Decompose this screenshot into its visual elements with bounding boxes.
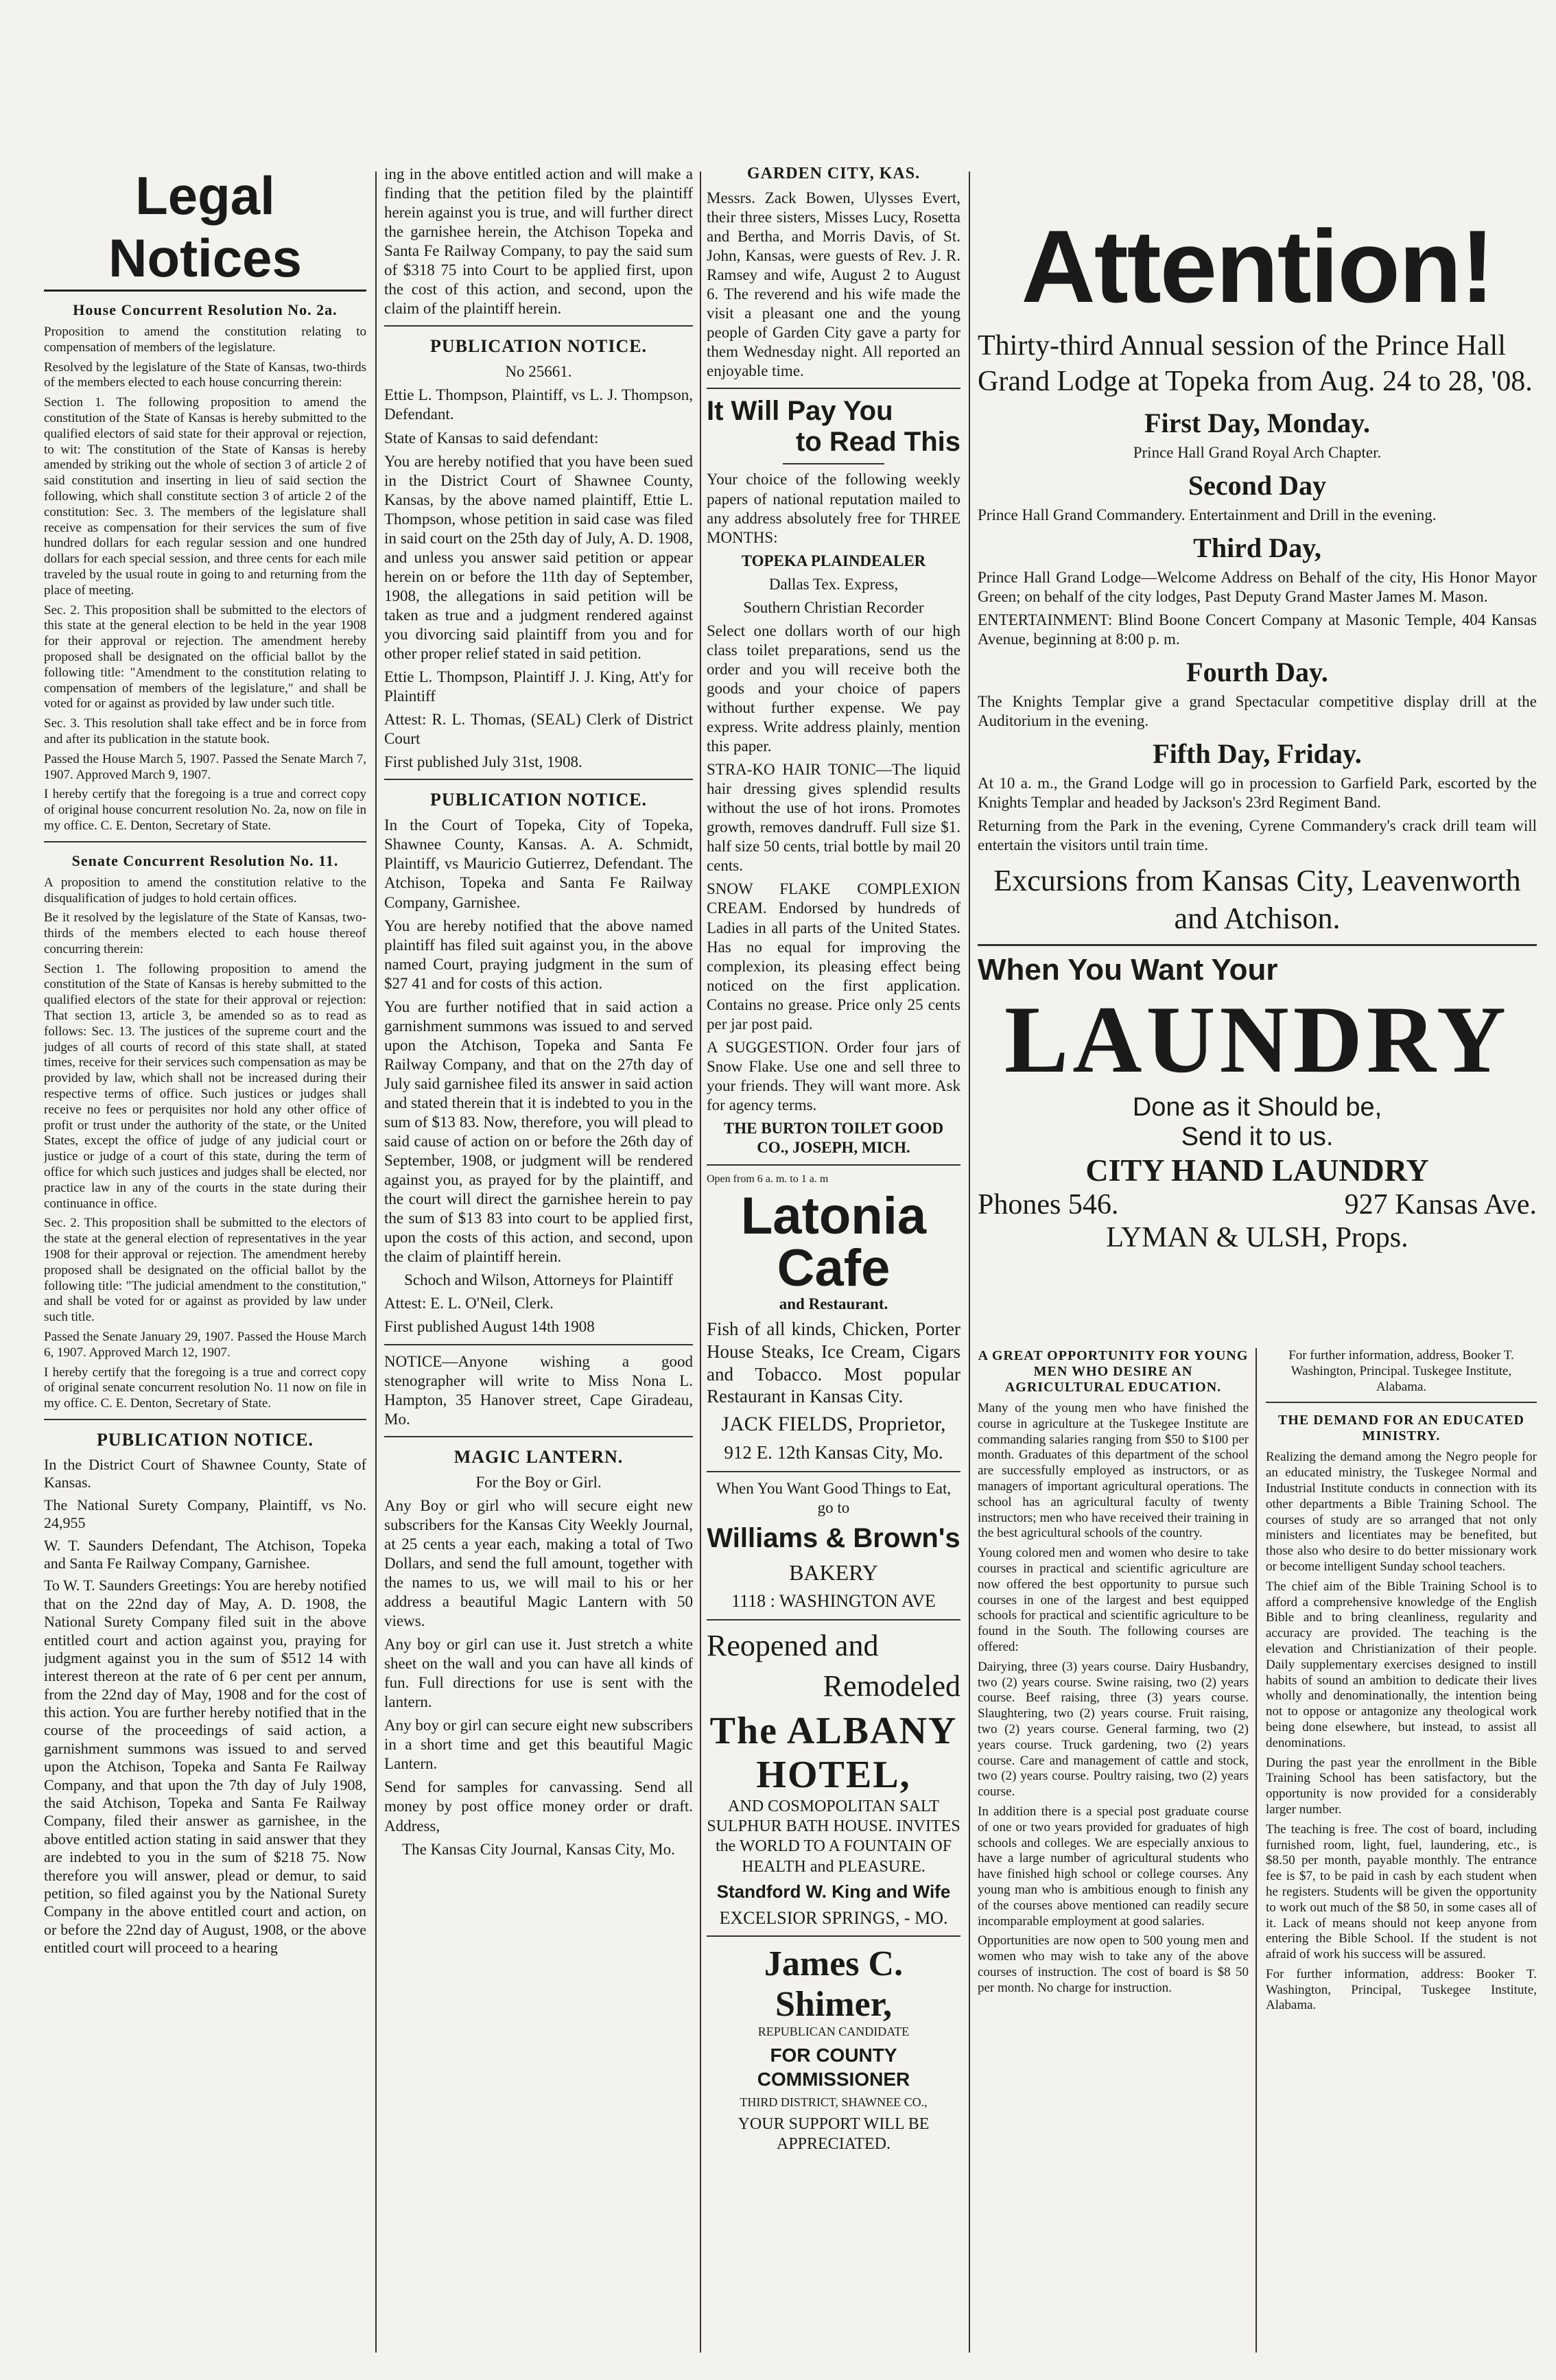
excelsior-springs: EXCELSIOR SPRINGS, - MO. [719,1907,948,1928]
bakery-label: BAKERY [789,1559,878,1585]
laundry-intro: When You Want Your [978,953,1278,987]
ministry-text: The chief aim of the Bible Training School is to afford a comprehensive knowledge of the English Bible and to bring cleanliness, regularity and accuracy are provided. The teaching is the elevation and Christianization of their people. Daily supplementary exercises designed to instill habits of sound an ambition to dedicate their lives wholly and denominationally, the intention being not to oppose or antagonize any theological work being done elsewhere, but instead, to assist all denominations. [1266,1579,1537,1750]
notice-text: Ettie L. Thompson, Plaintiff, vs L. J. Thompson, Defendant. [384,386,693,423]
notice-text: Resolved by the legislature of the State of Kansas, two-thirds of the members elected to each house concurring therein: [44,360,366,390]
notice-attest: Attest: R. L. Thomas, (SEAL) Clerk of District Court [384,711,693,748]
laundry-name: CITY HAND LAUNDRY [1085,1153,1429,1188]
opportunity-text: Dairying, three (3) years course. Dairy Husbandry, two (2) years course. Swine raising, two (2) years course. Beef raising, three (3) years course. Slaughtering, two (2) years course. Fruit raising, two (2) years course. General farming, two (2) years course. Truck gardening, two (2) years course. Care and management of cattle and stock, two (2) years course. Poultry raising, two (2) years course. [978,1659,1249,1800]
ads-column-3 [707,165,960,2353]
divider [707,388,960,389]
reopened-label: Reopened and [707,1628,879,1662]
notice-text: To W. T. Saunders Greetings: You are hereby notified that on the 22nd day of May, A. D. 1908, the National Surety Company filed suit in the above entitled court and action against you, praying for judgment against you in the sum of $512 14 with interest thereon at the rate of 6 per cent per annum, from the 22nd day of May, 1908 and for the cost of this action. You are further hereby notified that in the course of the proceedings of said action, a garnishment summons was issued to and served upon the Atchison, Topeka and Santa Fe Railway Company, and that upon the 7th day of July 1908, the said Atchison, Topeka and Santa Fe Railway Company, filed their answer as garnishee, in the above entitled action stating in said answer that they are indebted to you in the sum of $218 75. Now therefore you will answer, plead or demur, to said petition, so filed against you by the National Surety Company in the above entitled court and action, on or before the 22nd day of August, 1908, or the above entitled court will proceed to a hearing [44,1577,366,1957]
stenographer-notice: NOTICE—Anyone wishing a good stenographer will write to Miss Nona L. Hampton, 35 Hanover street, Cape Giradeau, Mo. [384,1352,693,1428]
notice-text: W. T. Saunders Defendant, The Atchison, Topeka and Santa Fe Railway Company, Garnishee. [44,1536,366,1572]
notice-text: Sec. 3. This resolution shall take effect and be in force from and after its publication in the statute book. [44,716,366,746]
magic-lantern-text: Any Boy or girl who will secure eight new subscribers for the Kansas City Weekly Journal, at 25 cents a year each, making a total of Two Dollars, and send the full amount, together with the names to us, we will mail to his or her address a beautiful Magic Lantern with 50 views. [384,1496,693,1630]
latonia-text: Fish of all kinds, Chicken, Porter House Steaks, Ice Cream, Cigars and Tobacco. Most popular Restaurant in Kansas City. [707,1318,960,1407]
column-rule [375,172,377,2353]
notice-title: PUBLICATION NOTICE. [429,790,648,810]
notices-column-2 [384,165,693,2353]
stra-ko-text: STRA-KO HAIR TONIC—The liquid hair dressing gives splendid results without the use of hot irons. Promotes growth, removes dandruff. Full size $1. half size 50 cents, trial bottle by mail 20 cents. [707,761,960,875]
remodeled-label: Remodeled [823,1669,960,1704]
notice-text: Section 1. The following proposition to amend the constitution of the State of Kansas is hereby submitted to the qualified electors of the state for their approval or rejection: That section 13, article 3, be amended so as to read as follows: Sec. 13. The justices of the supreme court and the judges of all courts of record of this state shall, at stated times, receive for their services such compensation as may be provided by law, which shall not be increased during their respective terms of office. Such justices or judges shall receive no fees or perquisites nor hold any other office of profit or trust under the authority of the state, or the United States, except the office of judge of any judicial court or justice or judge of a court of this state, during the term of office for which such justices and judges shall be elected, nor practice law in any of the courts in the state during their continuance in office. [44,961,366,1211]
cafe-hours: Open from 6 a. m. to 1 a. m [707,1173,829,1186]
divider [783,463,884,464]
divider [1266,1402,1537,1403]
notice-text: Sec. 2. This proposition shall be submitted to the electors of this state at the general election to be held in the year 1908 for their approval or rejection. The amendment hereby proposed shall be designated on the official ballot by the following title: "Amendment to the constitution relating to compensation of members of the legislature," and shall be voted for or against as provided by law under such title. [44,602,366,711]
tuskegee-opportunity-column [978,1348,1249,2353]
notice-text: You are hereby notified that the above named plaintiff has filed suit against you, in the above named Court, praying judgment in the sum of $27 41 and for costs of this action. [384,917,693,992]
notice-text: In the Court of Topeka, City of Topeka, Shawnee County, Kansas. A. A. Schmidt, Plaintiff, vs Mauricio Gutierrez, Defendant. The Atchison, Topeka and Santa Fe Railway Company, Garnishee. [384,816,693,911]
day-text: ENTERTAINMENT: Blind Boone Concert Company at Masonic Temple, 404 Kansas Avenue, beginning at 8:00 p. m. [978,611,1537,648]
day-heading: Second Day [1188,469,1327,501]
shimer-district: THIRD DISTRICT, SHAWNEE CO., [740,2095,928,2109]
notice-title: PUBLICATION NOTICE. [429,336,648,357]
tuskegee-address: For further information, address, Booker T. Washington, Principal. Tuskegee Institute, Alabama. [1288,1348,1514,1394]
notice-text: ing in the above entitled action and will make a finding that the petition filed by the plaintiff herein against you is true, and will further direct the garnishee herein, the Atchison Topeka and Santa Fe Railway Company, to pay the said sum of $318 75 into Court to be applied first, upon the cost of this action, and second, upon the claim of the plaintiff herein. [384,165,693,318]
notice-text: Be it resolved by the legislature of the State of Kansas, two-thirds of the members elected to each house thereof concurring therein: [44,910,366,956]
burton-company: THE BURTON TOILET GOOD CO., JOSEPH, MICH. [723,1119,944,1157]
notice-text: I hereby certify that the foregoing is a true and correct copy of original senate concurrent resolution No. 11 now on file in my office. C. E. Denton, Secretary of State. [44,1365,366,1411]
divider [707,1471,960,1472]
ministry-text: During the past year the enrollment in the Bible Training School has been satisfactory, but the opportunity is now provided for a considerably larger number. [1266,1755,1537,1817]
notice-text: Passed the Senate January 29, 1907. Passed the House March 6, 1907. Approved March 12, 1907. [44,1330,366,1360]
laundry-send: Send it to us. [1181,1122,1334,1152]
ministry-text: Realizing the demand among the Negro people for an educated ministry, the Tuskegee Normal and Industrial Institute conducts in connection with its other departments a Bible Training School. The courses of study are so arranged that not only ministers and licentiates may be benefited, but those also who desire to do better missionary work or become intelligent Sunday school teachers. [1266,1450,1537,1574]
laundry-contact-row [978,1188,1537,1221]
notice-published: First published August 14th 1908 [384,1318,595,1336]
notice-text: I hereby certify that the foregoing is a true and correct copy of original house concurrent resolution No. 2a, now on file in my office. C. E. Denton, Secretary of State. [44,787,366,833]
tuskegee-ministry-column [1266,1348,1537,2353]
notice-text: A proposition to amend the constitution relative to the disqualification of judges to hold certain offices. [44,875,366,906]
divider [384,1344,693,1345]
notice-text: You are further notified that in said action a garnishment summons was issued to and served upon the Atchison, Topeka and Santa Fe Railway Company, and that on the 27th day of July said garnishee filed its answer in said action and stated therein that it is indebted to you in the sum of $13 83. Now, therefore, you will plead to said cause of action on or before the 26th day of September, 1908, or judgment will be rendered against you, as prayed for by the plaintiff, and the court will direct the garnishee herein to pay the sum of $13 83 into court to be applied first, upon the costs of this action, and second, upon the claim of plaintiff herein. [384,998,693,1266]
paper-name: Dallas Tex. Express, [768,575,899,593]
albany-text: AND COSMOPOLITAN SALT SULPHUR BATH HOUSE. INVITES the WORLD TO A FOUNTAIN OF HEALTH and PLEASURE. [707,1797,960,1876]
bakery-intro: When You Want Good Things to Eat, go to [716,1479,952,1516]
paper-name: TOPEKA PLAINDEALER [741,552,926,569]
pay-you-title-2: to Read This [795,427,960,458]
shimer-support: YOUR SUPPORT WILL BE APPRECIATED. [738,2114,930,2153]
latonia-cafe-title: Latonia Cafe [740,1186,927,1297]
pay-you-title: It Will Pay You [707,396,893,427]
notice-text: Proposition to amend the constitution relating to compensation of members of the legislature. [44,325,366,355]
column-rule [969,172,970,2353]
magic-lantern-text: Send for samples for canvassing. Send all money by post office money order or draft. Address, [384,1778,693,1835]
day-heading: First Day, Monday. [1144,407,1370,438]
opportunity-text: Opportunities are now open to 500 young men and women who may wish to take any of the above courses of instruction. The cost of board is $8 50 per month. No charge for instruction. [978,1933,1249,1995]
day-text: Returning from the Park in the evening, Cyrene Commandery's crack drill team will entertain the visitors until train time. [978,816,1537,854]
opportunity-text: Young colored men and women who desire to take courses in practical and scientific agriculture are now offered the best opportunity to pursue such courses in one of the largest and best equipped schools for practical and scientific agriculture to be found in the South. The following courses are offered: [978,1546,1249,1654]
shimer-party: REPUBLICAN CANDIDATE [757,2025,910,2039]
ministry-text: The teaching is free. The cost of board, including furnished room, light, fuel, laundering, etc., is $8.50 per month, payable monthly. The entrance fee is $7, to be paid in cash by each student when he registers. Students will be given the opportunity to work out much of the $8 50, in some cases all of it. Lack of means should not keep anyone from entering the Bible School. If the student is not afraid of work his success will be assured. [1266,1822,1537,1962]
day-text: At 10 a. m., the Grand Lodge will go in procession to Garfield Park, escorted by the Knights Templar and headed by Jackson's 23rd Regiment Band. [978,774,1537,811]
notice-title: Senate Concurrent Resolution No. 11. [71,851,339,869]
opportunity-text: Many of the young men who have finished the course in agriculture at the Tuskegee Institute are commanding salaries ranging from $50 to $100 per month. Graduates of this department of the school are successfully employed as instructors, or as managers of important agricultural operations. The school has an agricultural faculty of twenty instructors; men who have received their training in the best agricultural schools of the country. [978,1401,1249,1541]
notice-signature: Schoch and Wilson, Attorneys for Plaintiff [404,1271,673,1289]
notice-title: PUBLICATION NOTICE. [96,1430,314,1450]
garden-city-text: Messrs. Zack Bowen, Ulysses Evert, their three sisters, Misses Lucy, Rosetta and Bertha, and Morris Davis, of St. John, Kansas, were guests of Rev. J. R. Ramsey and wife, August 2 to August 6. The reverend and his wife made the visit a pleasant one and the young people of Garden City gave a party for them Wednesday night. All reported an enjoyable time. [707,189,960,380]
laundry-heading: LAUNDRY [1004,987,1511,1094]
pay-you-text: Select one dollars worth of our high class toilet preparations, send us the order and you will receive both the goods and your choice of papers without further expense. We pay express. Write address plainly, mention this paper. [707,622,960,755]
laundry-address: 927 Kansas Ave. [1344,1189,1537,1221]
day-heading: Fourth Day. [1186,656,1328,687]
day-heading: Fifth Day, Friday. [1153,738,1362,769]
legal-notices-column [44,165,366,2353]
column-rule [700,172,701,2353]
albany-hotel-title: The ALBANY HOTEL, [709,1709,958,1796]
divider [978,944,1537,946]
latonia-subtitle: and Restaurant. [779,1295,888,1312]
standford-king: Standford W. King and Wife [716,1881,951,1902]
suggestion-text: A SUGGESTION. Order four jars of Snow Flake. Use one and sell three to your friends. They will want more. Ask for agency terms. [707,1038,960,1114]
column-rule [1256,1348,1257,2353]
shimer-name: James C. Shimer, [764,1944,904,2025]
magic-lantern-text: Any boy or girl can use it. Just stretch a white sheet on the wall and you can have all kinds of fun. Full directions for use is sent with the lantern. [384,1636,693,1711]
bakery-address: 1118 : WASHINGTON AVE [731,1590,936,1611]
opportunity-text: In addition there is a special post graduate course of one or two years provided for graduates of high schools and colleges. We are especially anxious to have a large number of agricultural students who have finished high school or college courses. Any young man who is ambitious enough to finish any of the courses above mentioned can readily secure incomparable employment at good salaries. [978,1804,1249,1929]
snow-flake-text: SNOW FLAKE COMPLEXION CREAM. Endorsed by hundreds of Ladies in all parts of the United States. Has no equal for improving the complexion, its pleasing effect being noticed on the first application. Contains no grease. Price only 25 cents per jar post paid. [707,880,960,1033]
williams-brown: Williams & Brown's [707,1523,960,1553]
excursions-text: Excursions from Kansas City, Leavenworth and Atchison. [993,864,1521,936]
notice-published: First published July 31st, 1908. [384,753,582,771]
divider [44,841,366,843]
paper-name: Southern Christian Recorder [743,598,924,616]
proprietor: JACK FIELDS, Proprietor, [721,1413,946,1436]
shimer-office: FOR COUNTY COMMISSIONER [757,2045,910,2090]
divider [707,1164,960,1166]
notice-text: State of Kansas to said defendant: [384,429,599,447]
notice-text: Section 1. The following proposition to amend the constitution of the State of Kansas is hereby submitted to the qualified electors of said state for their approval or rejection, to wit: The constitution of the State of Kansas is hereby amended by striking out the whole of section 3 of article 2 of said constitution and inserting in lieu of said section the following, which shall constitute section 3 of article 2 of the constitution: Sec. 3. The members of the legislature shall receive as compensation for their services the sum of five hundred dollars for each regular session and one hundred dollars for each special session, and three cents for each mile traveled by the usual route in going to and returning from the place of meeting. [44,395,366,598]
divider [44,1419,366,1420]
legal-notices-heading: Legal Notices [44,165,366,292]
day-heading: Third Day, [1193,532,1321,563]
notice-attest: Attest: E. L. O'Neil, Clerk. [384,1295,554,1312]
day-text: Prince Hall Grand Commandery. Entertainment and Drill in the evening. [978,506,1437,523]
notice-text: In the District Court of Shawnee County, State of Kansas. [44,1456,366,1492]
magic-lantern-address: The Kansas City Journal, Kansas City, Mo. [402,1840,675,1858]
day-text: The Knights Templar give a grand Spectacular competitive display drill at the Auditorium in the evening. [978,692,1537,729]
magic-lantern-subtitle: For the Boy or Girl. [475,1473,602,1491]
divider [384,325,693,327]
ministry-text: For further information, address: Booker T. Washington, Principal, Tuskegee Institute, Alabama. [1266,1966,1537,2013]
laundry-tagline: Done as it Should be, [1132,1093,1382,1122]
laundry-phone: Phones 546. [978,1189,1119,1221]
day-text: Prince Hall Grand Royal Arch Chapter. [1133,443,1382,461]
divider [707,1935,960,1937]
notice-text: Sec. 2. This proposition shall be submitted to the electors of the state at the general election of representatives in the year 1908 for their approval or rejection. The amendment hereby proposed shall be designated on the official ballot by the following title: "The judicial amendment to the constitution," and shall be voted for or against as provided by law under such title. [44,1216,366,1325]
pay-you-text: Your choice of the following weekly papers of national reputation mailed to any address absolutely free for THREE MONTHS: [707,471,960,546]
notice-signature: Ettie L. Thompson, Plaintiff J. J. King, Att'y for Plaintiff [384,668,693,705]
laundry-props: LYMAN & ULSH, Props. [1106,1222,1408,1254]
session-text: Thirty-third Annual session of the Prince Hall Grand Lodge at Topeka from Aug. 24 to 28, '08. [978,329,1533,397]
magic-lantern-title: MAGIC LANTERN. [453,1446,624,1467]
opportunity-title: A GREAT OPPORTUNITY FOR YOUNG MEN WHO DESIRE AN AGRICULTURAL EDUCATION. [978,1348,1249,1395]
attention-column [978,165,1537,1345]
garden-city-title: GARDEN CITY, KAS. [746,165,921,182]
magic-lantern-text: Any boy or girl can secure eight new subscribers in a short time and get this beautiful Magic Lantern. [384,1717,693,1773]
proprietor-address: 912 E. 12th Kansas City, Mo. [724,1441,943,1463]
day-text: Prince Hall Grand Lodge—Welcome Address on Behalf of the city, His Honor Mayor Green; on behalf of the city lodges, Past Deputy Grand Master James M. Mason. [978,568,1537,605]
notice-title: House Concurrent Resolution No. 2a. [73,301,338,318]
notice-text: Passed the House March 5, 1907. Passed the Senate March 7, 1907. Approved March 9, 1907. [44,751,366,782]
divider [707,1619,960,1621]
notice-text: You are hereby notified that you have been sued in the District Court of Shawnee County, Kansas, by the above named plaintiff, Ettie L. Thompson, whose petition in said case was filed in said court on the 25th day of July, A. D. 1908, and unless you answer said petition or appear herein on or before the 11th day of September, 1908, the allegations in said petition will be taken as true and a judgment rendered against you divorcing said plaintiff from you and for other proper relief stated in said petition. [384,452,693,663]
attention-heading: Attention! [1021,209,1494,324]
ministry-title: THE DEMAND FOR AN EDUCATED MINISTRY. [1278,1413,1524,1444]
notice-number: No 25661. [505,363,572,381]
divider [384,779,693,780]
notice-text: The National Surety Company, Plaintiff, vs No. 24,955 [44,1496,366,1532]
divider [384,1436,693,1437]
